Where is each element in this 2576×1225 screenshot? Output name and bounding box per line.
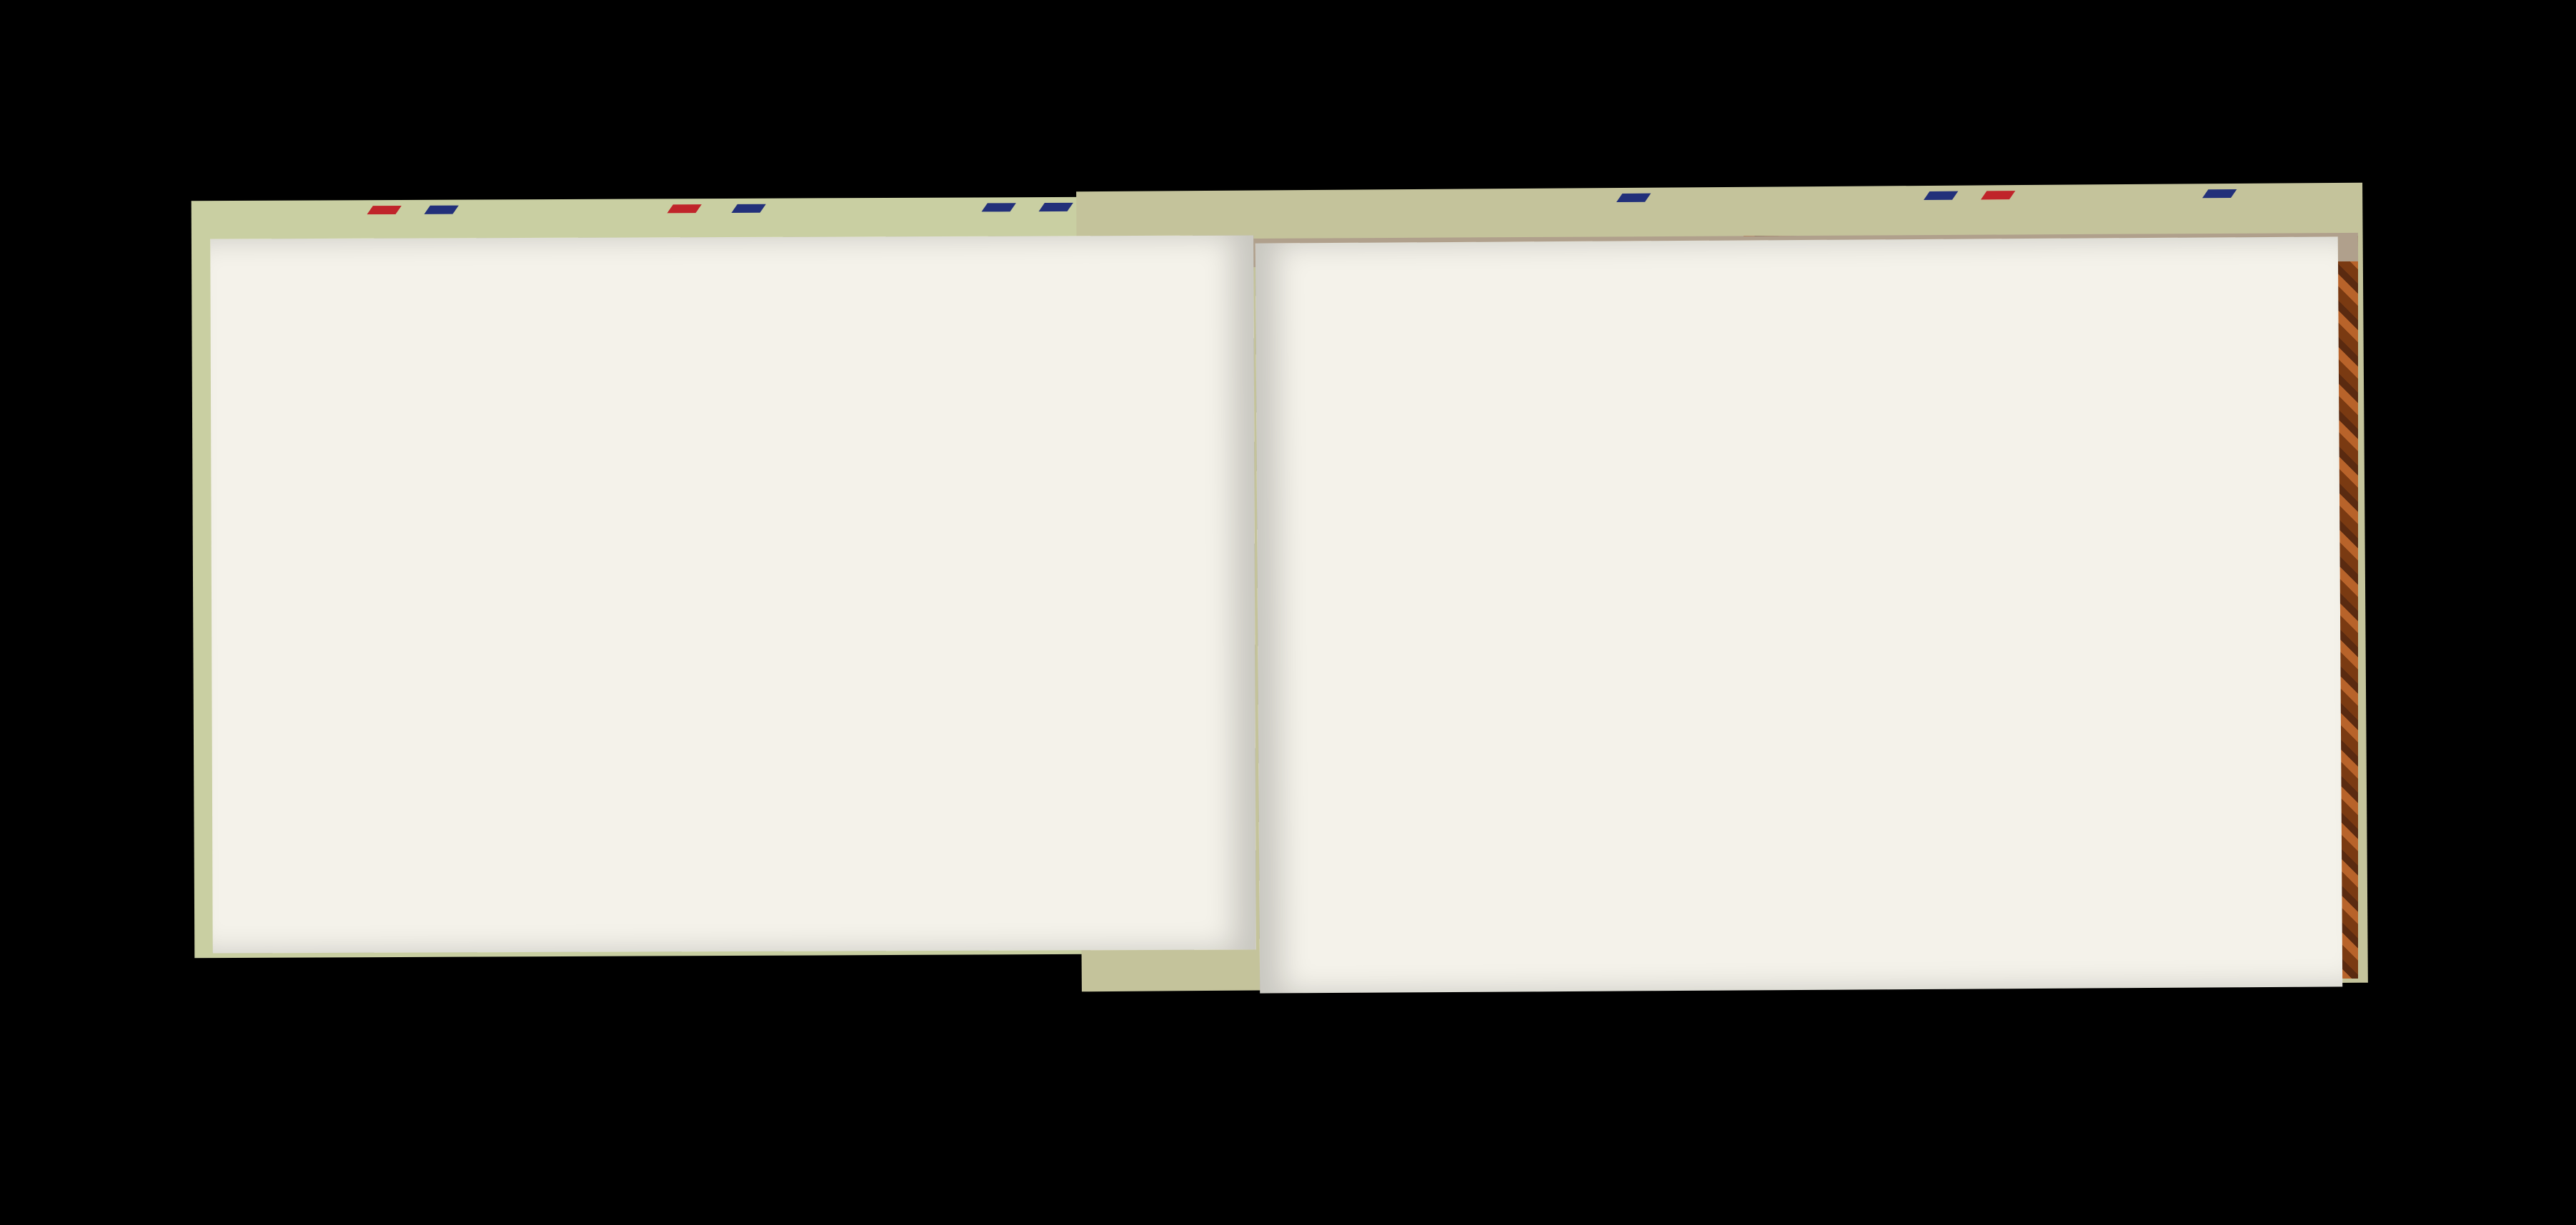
left-page: [210, 235, 1255, 953]
cover-stripe: [982, 203, 1016, 211]
cover-stripe: [367, 206, 402, 214]
cover-stripe: [1616, 194, 1651, 202]
cover-stripe: [424, 206, 459, 214]
cover-stripe: [1981, 191, 2015, 199]
cover-stripe: [732, 204, 766, 213]
cover-stripe: [667, 204, 702, 213]
cover-stripe: [1039, 203, 1073, 211]
cover-stripe: [1924, 191, 1958, 200]
cover-stripe: [2202, 189, 2237, 198]
right-page: [1255, 236, 2342, 993]
